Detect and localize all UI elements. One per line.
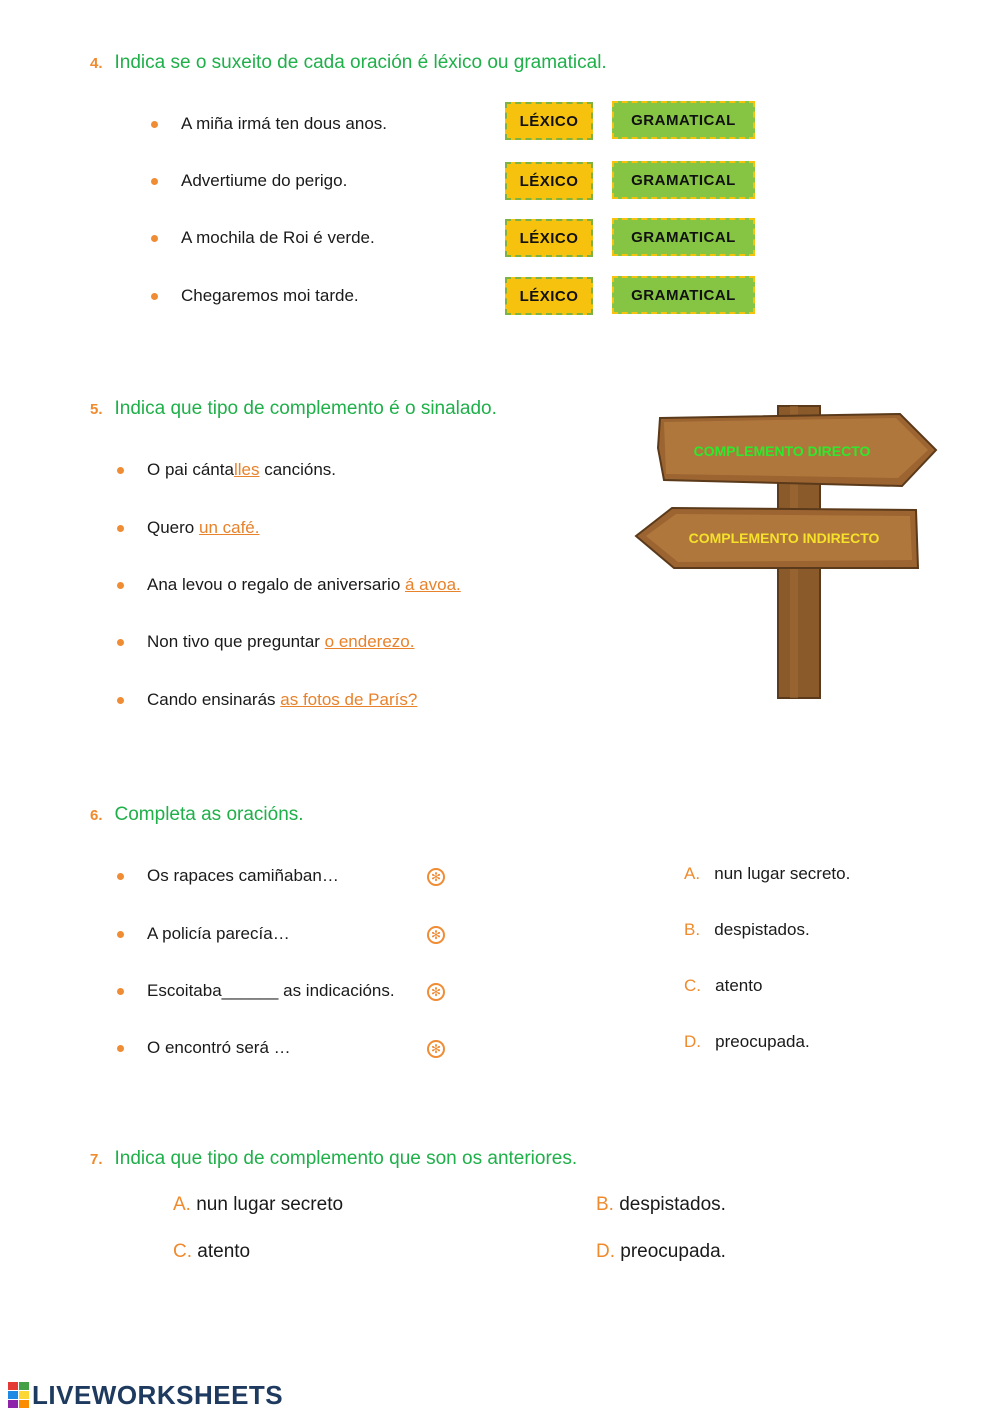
q5-item-1-text: O pai cánta bbox=[147, 460, 234, 479]
q7-text: preocupada. bbox=[620, 1241, 726, 1262]
q7-item-a[interactable] bbox=[173, 1194, 343, 1216]
q5-item-4 bbox=[147, 632, 414, 652]
q5-item-2-text: Quero bbox=[147, 518, 199, 537]
q5-item-1-highlight: lles bbox=[233, 460, 260, 479]
lexico-button-3[interactable]: LÉXICO bbox=[505, 219, 593, 257]
lexico-button-1[interactable]: LÉXICO bbox=[505, 102, 593, 140]
sign-bottom-label: COMPLEMENTO INDIRECTO bbox=[688, 530, 880, 546]
q6-title: Completa as oracións. bbox=[114, 804, 304, 825]
bullet-icon bbox=[151, 121, 158, 128]
q7-heading bbox=[90, 1148, 577, 1170]
option-text: despistados. bbox=[714, 920, 810, 939]
q7-item-d[interactable] bbox=[596, 1241, 726, 1263]
bullet-icon bbox=[117, 697, 124, 704]
bullet-icon bbox=[117, 988, 124, 995]
q7-title: Indica que tipo de complemento que son os anteriores. bbox=[114, 1148, 578, 1169]
option-text: preocupada. bbox=[715, 1032, 810, 1051]
q4-number: 4. bbox=[90, 55, 103, 72]
bullet-icon bbox=[151, 178, 158, 185]
q5-number: 5. bbox=[90, 401, 103, 418]
q6-item-2: A policía parecía… bbox=[147, 924, 290, 943]
q6-option-c[interactable] bbox=[684, 976, 762, 996]
bullet-icon bbox=[117, 639, 124, 646]
sign-right-arrow[interactable] bbox=[658, 414, 936, 486]
option-letter: B. bbox=[684, 920, 701, 939]
option-letter: D. bbox=[684, 1032, 701, 1051]
q6-option-b[interactable] bbox=[684, 920, 810, 940]
q5-item-4-highlight: o enderezo. bbox=[324, 632, 415, 651]
logo-blocks-icon bbox=[8, 1382, 30, 1410]
gramatical-button-4[interactable]: GRAMATICAL bbox=[612, 276, 755, 314]
q6-option-d[interactable] bbox=[684, 1032, 810, 1052]
bullet-icon bbox=[117, 525, 124, 532]
liveworksheets-logo bbox=[8, 1380, 283, 1411]
match-target-icon[interactable]: ✻ bbox=[427, 983, 445, 1001]
q6-number: 6. bbox=[90, 807, 103, 824]
q5-item-3 bbox=[147, 575, 461, 595]
q4-item-4: Chegaremos moi tarde. bbox=[181, 286, 359, 305]
bullet-icon bbox=[117, 931, 124, 938]
option-text: atento bbox=[715, 976, 763, 995]
match-target-icon[interactable]: ✻ bbox=[427, 926, 445, 944]
q5-item-2-highlight: un café. bbox=[198, 518, 260, 537]
q5-item-5-text: Cando ensinarás bbox=[147, 690, 281, 709]
q7-item-b[interactable] bbox=[596, 1194, 726, 1216]
q7-text: despistados. bbox=[619, 1194, 726, 1215]
option-letter: A. bbox=[684, 864, 701, 883]
q4-item-1: A miña irmá ten dous anos. bbox=[181, 114, 388, 133]
q5-item-5 bbox=[147, 690, 417, 710]
q5-item-3-highlight: á avoa. bbox=[405, 575, 461, 594]
q7-text: nun lugar secreto bbox=[196, 1194, 344, 1215]
q5-title: Indica que tipo de complemento é o sinalado. bbox=[114, 398, 497, 419]
bullet-icon bbox=[151, 293, 158, 300]
signpost-image bbox=[630, 400, 950, 705]
q6-item-3: Escoitaba______ as indicacións. bbox=[147, 981, 395, 1000]
lexico-button-2[interactable]: LÉXICO bbox=[505, 162, 593, 200]
q4-item-3: A mochila de Roi é verde. bbox=[181, 228, 375, 247]
sign-left-arrow[interactable] bbox=[636, 508, 918, 568]
option-letter: C. bbox=[684, 976, 701, 995]
bullet-icon bbox=[117, 582, 124, 589]
q4-item-2: Advertiume do perigo. bbox=[181, 171, 348, 190]
bullet-icon bbox=[117, 1045, 124, 1052]
match-target-icon[interactable]: ✻ bbox=[427, 1040, 445, 1058]
q5-item-2 bbox=[147, 518, 259, 538]
gramatical-button-2[interactable]: GRAMATICAL bbox=[612, 161, 755, 199]
q4-title: Indica se o suxeito de cada oración é léxico ou gramatical. bbox=[114, 52, 607, 73]
gramatical-button-3[interactable]: GRAMATICAL bbox=[612, 218, 755, 256]
bullet-icon bbox=[151, 235, 158, 242]
gramatical-button-1[interactable]: GRAMATICAL bbox=[612, 101, 755, 139]
brand-name: LIVEWORKSHEETS bbox=[32, 1380, 284, 1410]
q6-option-a[interactable] bbox=[684, 864, 850, 884]
q7-letter: A. bbox=[173, 1194, 191, 1215]
bullet-icon bbox=[117, 467, 124, 474]
q5-heading bbox=[90, 398, 497, 420]
q6-item-1: Os rapaces camiñaban… bbox=[147, 866, 339, 885]
q6-heading bbox=[90, 804, 304, 826]
q7-text: atento bbox=[197, 1241, 251, 1262]
q5-item-5-highlight: as fotos de París? bbox=[280, 690, 418, 709]
q7-number: 7. bbox=[90, 1151, 103, 1168]
bullet-icon bbox=[117, 873, 124, 880]
q5-item-3-text: Ana levou o regalo de aniversario bbox=[147, 575, 405, 594]
q5-item-4-text: Non tivo que preguntar bbox=[147, 632, 325, 651]
match-target-icon[interactable]: ✻ bbox=[427, 868, 445, 886]
q7-item-c[interactable] bbox=[173, 1241, 250, 1263]
q5-item-1 bbox=[147, 460, 336, 480]
q6-item-4: O encontró será … bbox=[147, 1038, 291, 1057]
sign-top-label: COMPLEMENTO DIRECTO bbox=[693, 443, 871, 459]
q4-heading bbox=[90, 52, 607, 74]
lexico-button-4[interactable]: LÉXICO bbox=[505, 277, 593, 315]
q5-item-1-rest: cancións. bbox=[259, 460, 337, 479]
q7-letter: C. bbox=[173, 1241, 192, 1262]
q7-letter: D. bbox=[596, 1241, 615, 1262]
q7-letter: B. bbox=[596, 1194, 614, 1215]
option-text: nun lugar secreto. bbox=[714, 864, 851, 883]
